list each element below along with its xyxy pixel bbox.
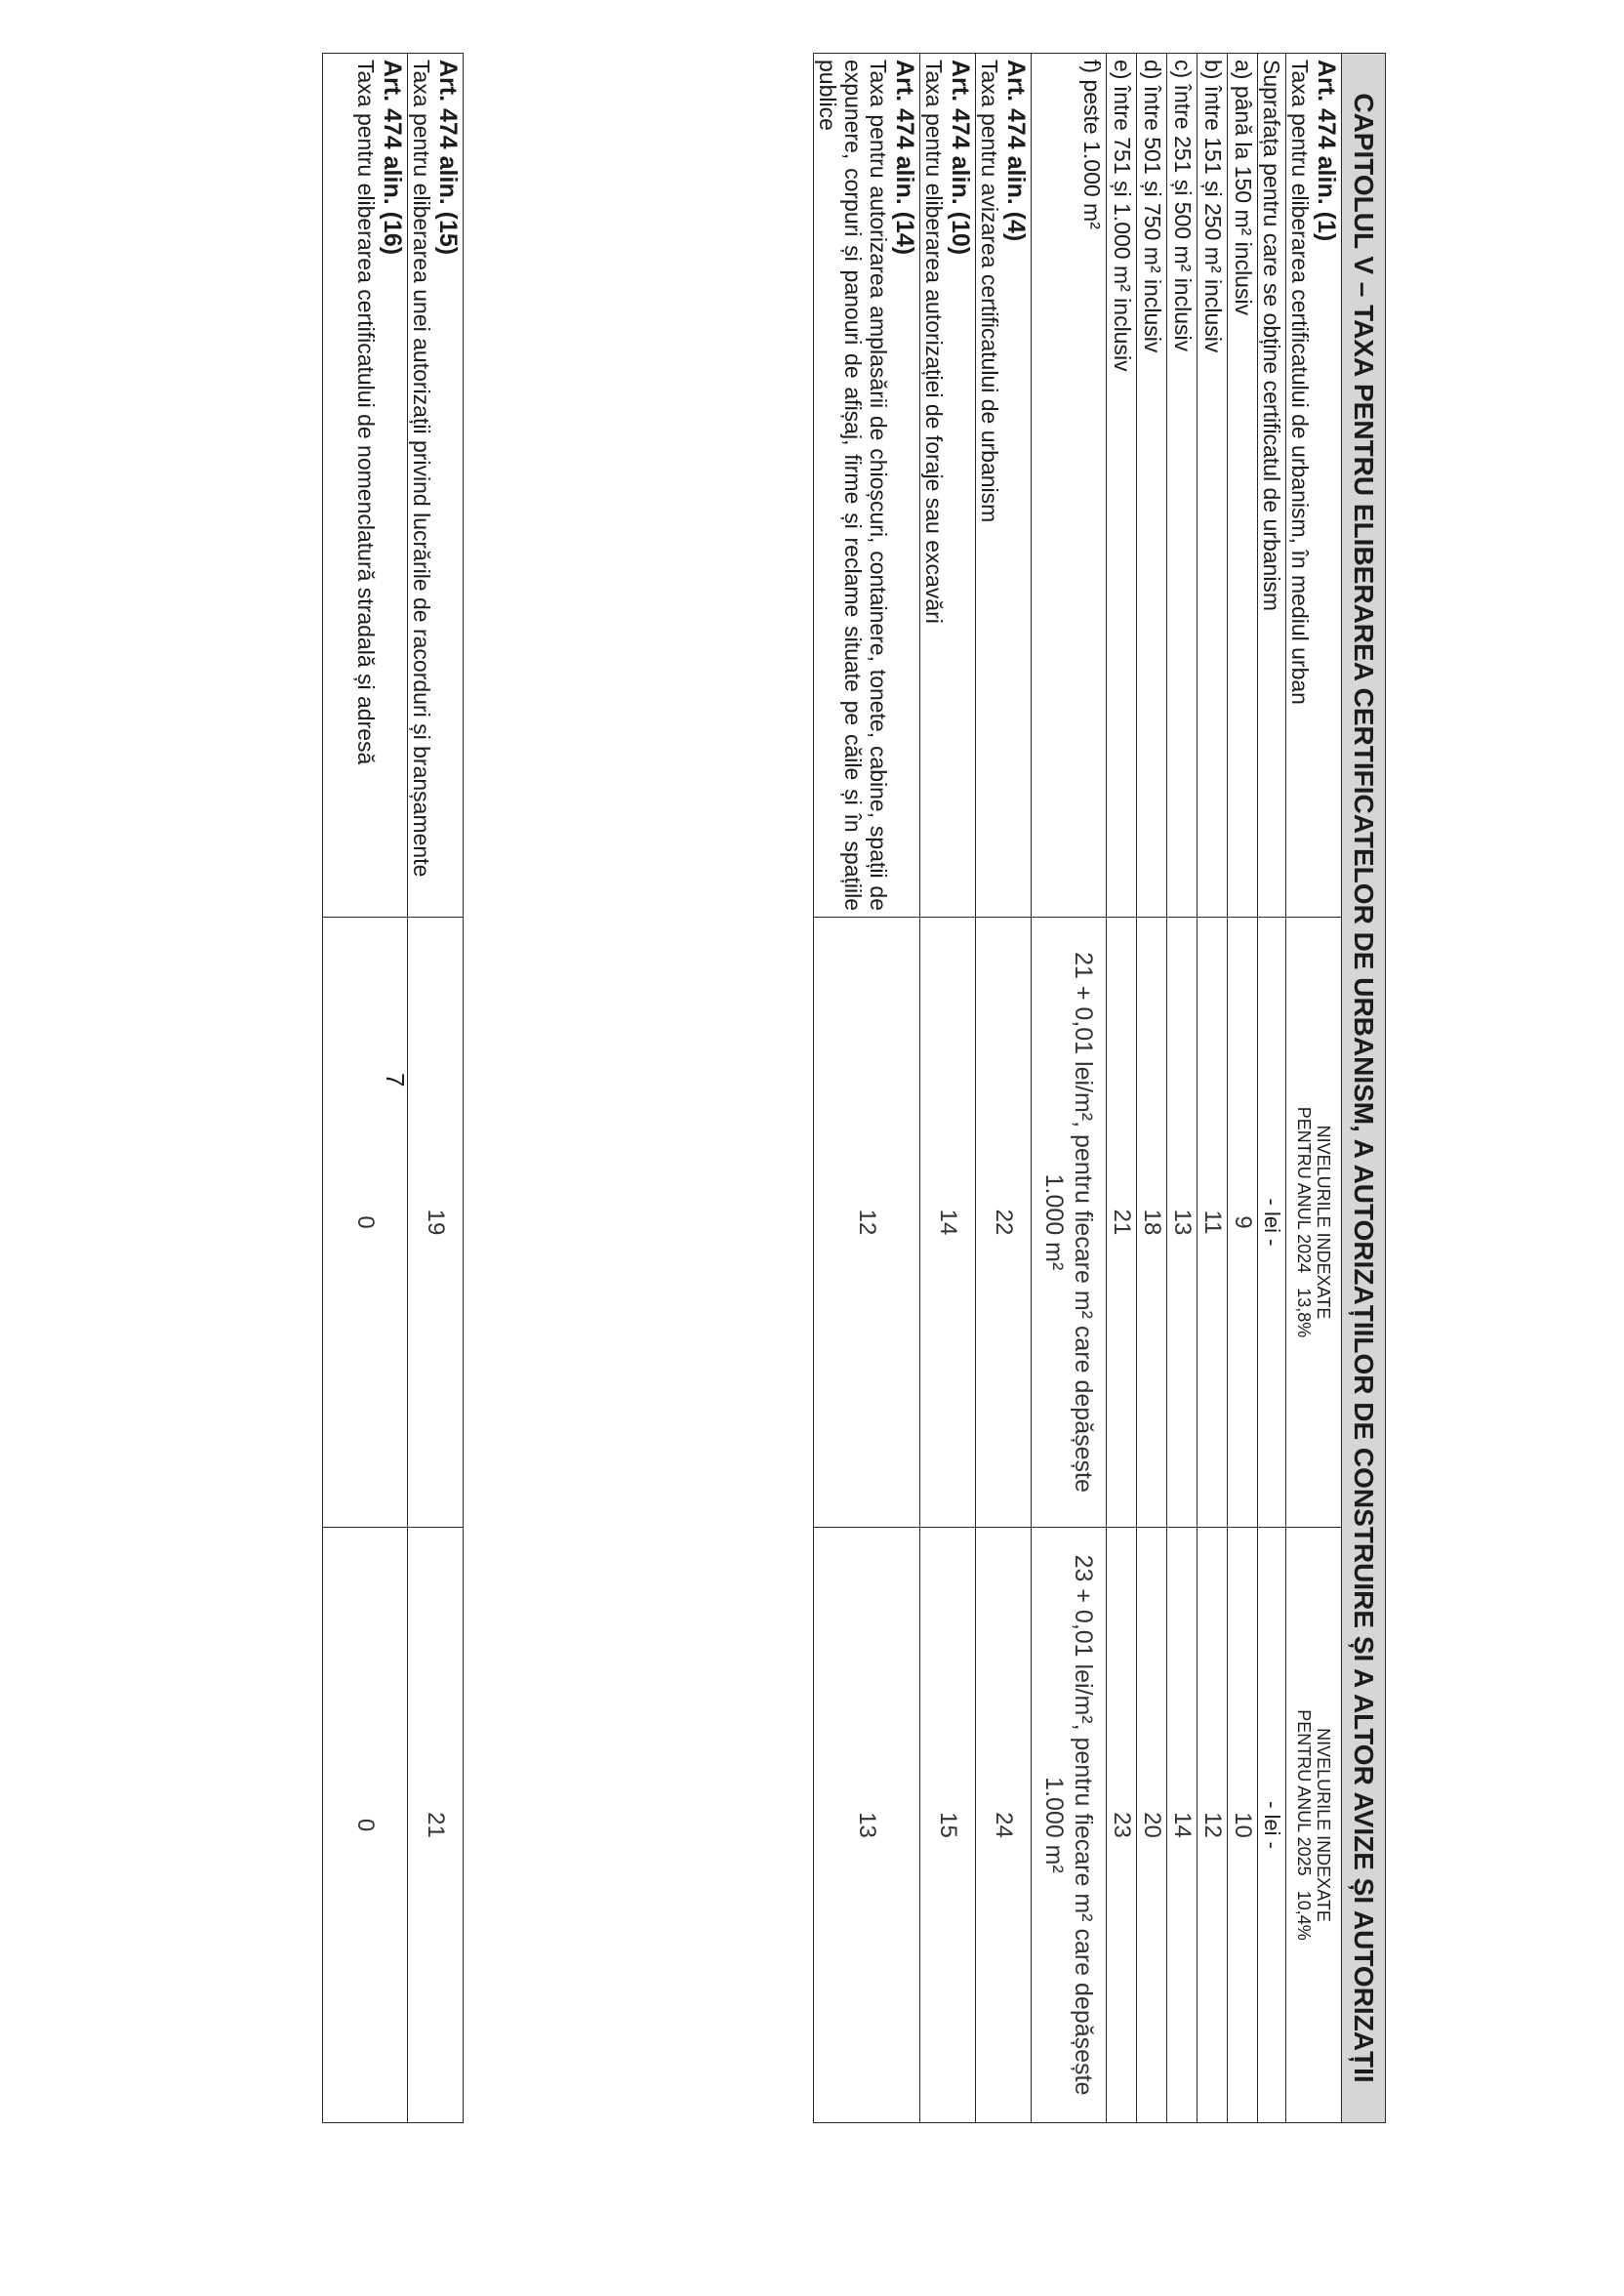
col-2025-header bbox=[1286, 1528, 1342, 2123]
row-value-2025: 23 bbox=[1107, 1528, 1137, 2123]
alin14-value-2024: 12 bbox=[814, 918, 920, 1528]
col-2024-header bbox=[1286, 918, 1342, 1528]
table-row bbox=[1167, 54, 1198, 2123]
row-label: e) între 751 și 1.000 m² inclusiv bbox=[1107, 54, 1137, 918]
table-row bbox=[1107, 54, 1137, 2123]
unit-2025: - lei - bbox=[1258, 1528, 1286, 2123]
main-table bbox=[813, 53, 1386, 2123]
unit-row bbox=[1258, 54, 1286, 2123]
alin10-row bbox=[920, 54, 976, 2123]
alin16-value-2025: 0 bbox=[323, 1528, 408, 2123]
second-table bbox=[322, 53, 464, 2123]
row-value-2025: 14 bbox=[1167, 1528, 1198, 2123]
table-row bbox=[1198, 54, 1228, 2123]
rotated-page bbox=[0, 53, 1386, 2181]
row-value-2024: 18 bbox=[1137, 918, 1167, 1528]
alin14-value-2025: 13 bbox=[814, 1528, 920, 2123]
alin14-desc: Taxa pentru autorizarea amplasării de chioșcuri, containere, tonete, cabine, spații de expunere, corpuri și panouri de afișaj, firme și reclame situate pe căile și în spațiile publice bbox=[815, 60, 891, 911]
alin15-value-2024: 19 bbox=[408, 918, 464, 1528]
alin4-desc: Taxa pentru avizarea certificatului de urbanism bbox=[977, 60, 1002, 523]
table-row bbox=[1228, 54, 1258, 2123]
row-value-2025: 23 + 0,01 lei/m², pentru fiecare m² care depășește 1.000 m² bbox=[1032, 1528, 1107, 2123]
alin4-row bbox=[976, 54, 1032, 2123]
row-value-2025: 12 bbox=[1198, 1528, 1228, 2123]
col-2024-line1: NIVELURILE INDEXATE bbox=[1314, 1125, 1333, 1320]
alin4-value-2024: 22 bbox=[976, 918, 1032, 1528]
row-label: c) între 251 și 500 m² inclusiv bbox=[1167, 54, 1198, 918]
chapter-title: CAPITOLUL V – TAXA PENTRU ELIBERAREA CERTIFICATELOR DE URBANISM, A AUTORIZAȚIILOR DE CONSTRUIRE ȘI A ALTOR AVIZE ȘI AUTORIZAȚII bbox=[1342, 54, 1386, 2123]
table-row bbox=[1032, 54, 1107, 2123]
row-value-2024: 13 bbox=[1167, 918, 1198, 1528]
col-2024-line2-wrap bbox=[1294, 923, 1314, 1521]
section1-header-row bbox=[1286, 54, 1342, 2123]
row-value-2024: 9 bbox=[1228, 918, 1258, 1528]
alin10-art: Art. 474 alin. (10) bbox=[947, 60, 974, 256]
alin4-cell bbox=[976, 54, 1032, 918]
alin10-value-2025: 15 bbox=[920, 1528, 976, 2123]
row-label: a) până la 150 m² inclusiv bbox=[1228, 54, 1258, 918]
alin10-cell bbox=[920, 54, 976, 918]
row-value-2024: 21 + 0,01 lei/m², pentru fiecare m² care depășește 1.000 m² bbox=[1032, 918, 1107, 1528]
row-value-2024: 11 bbox=[1198, 918, 1228, 1528]
title-row bbox=[1342, 54, 1386, 2123]
col-2024-pct: 13,8% bbox=[1294, 1288, 1314, 1338]
alin16-art: Art. 474 alin. (16) bbox=[379, 60, 406, 256]
alin16-value-2024: 0 bbox=[323, 918, 408, 1528]
alin14-art: Art. 474 alin. (14) bbox=[891, 60, 918, 256]
section1-sub: Suprafața pentru care se obține certificatul de urbanism bbox=[1258, 54, 1286, 918]
row-label: b) între 151 și 250 m² inclusiv bbox=[1198, 54, 1228, 918]
alin15-desc: Taxa pentru eliberarea unei autorizații privind lucrările de racorduri și branșamente bbox=[409, 60, 434, 878]
col-2025-line2-wrap bbox=[1294, 1534, 1314, 2116]
alin16-cell bbox=[323, 54, 408, 918]
alin16-desc: Taxa pentru eliberarea certificatului de nomenclatură stradală și adresă bbox=[353, 60, 379, 765]
alin15-row bbox=[408, 54, 464, 2123]
alin10-value-2024: 14 bbox=[920, 918, 976, 1528]
row-value-2024: 21 bbox=[1107, 918, 1137, 1528]
alin4-art: Art. 474 alin. (4) bbox=[1002, 60, 1030, 242]
page-number: 7 bbox=[381, 1073, 410, 1087]
section1-desc: Taxa pentru eliberarea certificatului de urbanism, în mediul urban bbox=[1287, 60, 1313, 705]
alin4-value-2025: 24 bbox=[976, 1528, 1032, 2123]
col-2025-line2: PENTRU ANUL 2025 bbox=[1294, 1709, 1314, 1876]
alin15-value-2025: 21 bbox=[408, 1528, 464, 2123]
alin16-row bbox=[323, 54, 408, 2123]
alin14-cell bbox=[814, 54, 920, 918]
row-value-2025: 10 bbox=[1228, 1528, 1258, 2123]
section1-cell bbox=[1286, 54, 1342, 918]
alin14-row bbox=[814, 54, 920, 2123]
col-2025-pct: 10,4% bbox=[1294, 1890, 1314, 1941]
row-value-2025: 20 bbox=[1137, 1528, 1167, 2123]
alin15-cell bbox=[408, 54, 464, 918]
col-2025-line1: NIVELURILE INDEXATE bbox=[1314, 1728, 1333, 1922]
table-row bbox=[1137, 54, 1167, 2123]
row-label: d) între 501 și 750 m² inclusiv bbox=[1137, 54, 1167, 918]
unit-2024: - lei - bbox=[1258, 918, 1286, 1528]
alin10-desc: Taxa pentru eliberarea autorizației de foraje sau excavări bbox=[921, 60, 947, 624]
section1-art: Art. 474 alin. (1) bbox=[1313, 60, 1340, 242]
col-2024-line2: PENTRU ANUL 2024 bbox=[1294, 1106, 1314, 1274]
alin15-art: Art. 474 alin. (15) bbox=[434, 60, 462, 256]
row-label: f) peste 1.000 m² bbox=[1032, 54, 1107, 918]
